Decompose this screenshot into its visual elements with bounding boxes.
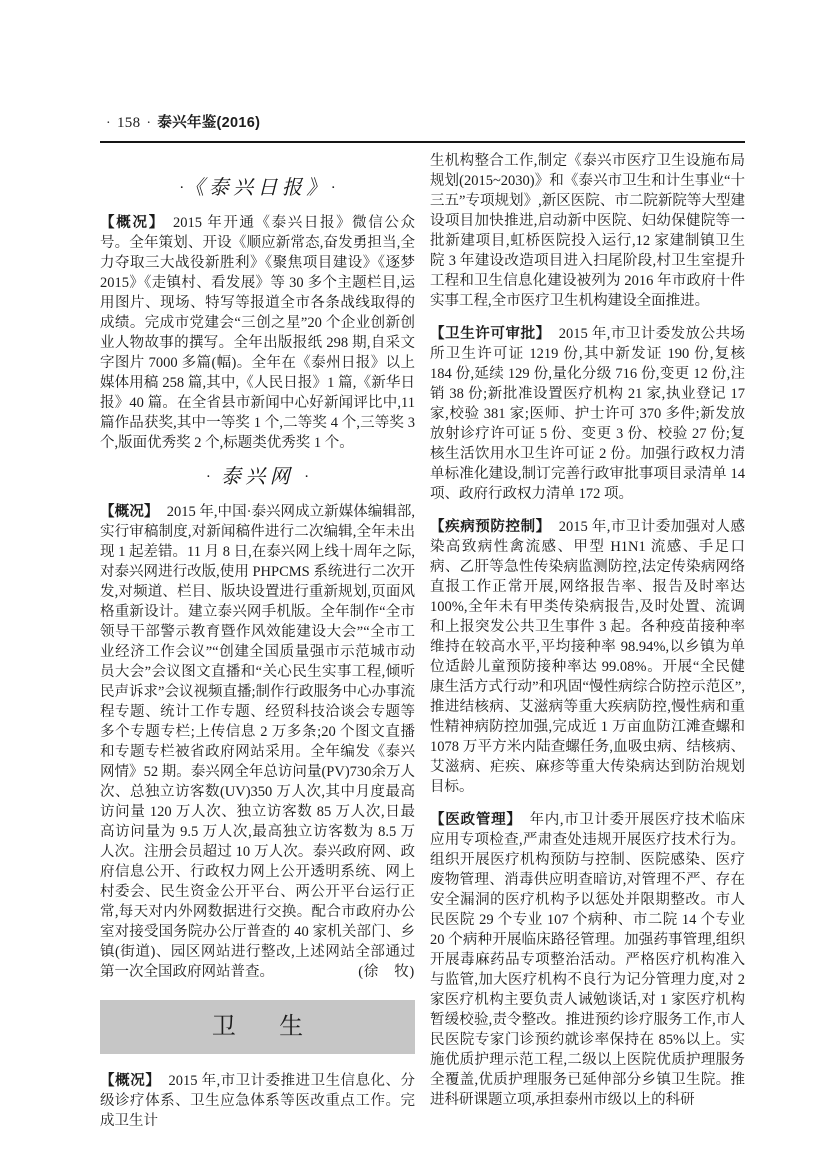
book-title: 泰兴年鉴(2016)	[157, 115, 261, 131]
paragraph-daily-overview	[100, 213, 415, 453]
page-number: 158	[116, 115, 141, 131]
entry-text: 生机构整合工作,制定《泰兴市医疗卫生设施布局规划(2015~2030)》和《泰兴市卫生和计生事业“十三五”专项规划》,新区医院、市二院新院等大型建设项目加快推进,启动新中医院、妇幼保健院等一批新建项目,虹桥医院投入运行,12 家建制镇卫生院 3 年建设改造项目进入扫尾阶段,村卫生室提升工程和卫生信息化建设被列为 2016 年市政府十件实事工程,全市医疗卫生机构建设全面推进。	[430, 153, 745, 309]
left-column	[100, 151, 415, 1131]
page-content	[100, 113, 745, 1131]
entry-label-overview: 【概况】	[100, 1073, 161, 1089]
two-column-layout	[100, 151, 745, 1131]
entry-text: 2015 年,市卫计委推进卫生信息化、分级诊疗体系、卫生应急体系等医改重点工作。完成卫生计	[100, 1073, 415, 1129]
continuation-paragraph	[430, 151, 745, 311]
paragraph-web-overview	[100, 502, 415, 982]
entry-text: 2015 年,中国·泰兴网成立新媒体编辑部,实行审稿制度,对新闻稿件进行二次编辑,全年未出现 1 起差错。11 月 8 日,在泰兴网上线十周年之际,对泰兴网进行改版,使用 PHPCMS 系统进行二次开发,对频道、栏目、版块设置进行重新规划,页面风格重新设计。建立泰兴网手机版。全年制作“全市领导干部警示教育暨作风效能建设大会”“全市工业经济工作会议”“创建全国质量强市示范城市动员大会”会议图文直播和“关心民生实事工程,倾听民声诉求”会议视频直播;制作行政服务中心办事流程专题、统计工作专题、经贸科技洽谈会专题等多个专题专栏;上传信息 2 万多条;20 个图文直播和专题专栏被省政府网站采用。全年编发《泰兴网情》52 期。泰兴网全年总访问量(PV)730余万人次、总独立访客数(UV)350 万人次,其中月度最高访问量 120 万人次、独立访客数 85 万人次,日最高访问量为 9.5 万人次,最高独立访客数为 8.5 万人次。注册会员超过 10 万人次。泰兴政府网、政府信息公开、行政权力网上公开透明系统、网上村委会、民生资金公开平台、两公开平台运行正常,每天对内外网数据进行交换。配合市政府办公室对接受国务院办公厅普查的 40 家机关部门、乡镇(街道)、园区网站进行整改,上述网站全部通过第一次全国政府网站普查。	[100, 504, 415, 980]
entry-medical-administration	[430, 810, 745, 1110]
entry-label-overview: 【概况】	[100, 215, 166, 231]
title-dot-left: ·	[179, 180, 185, 196]
entry-health-licensing	[430, 324, 745, 504]
article-title-text: 泰兴网	[220, 466, 295, 488]
header-dot-left: ·	[106, 116, 111, 131]
section-banner-health	[100, 1000, 415, 1054]
entry-text: 2015 年,市卫计委加强对人感染高致病性禽流感、甲型 H1N1 流感、手足口病、乙肝等急性传染病监测防控,法定传染病网络直报工作正常开展,网络报告率、报告及时率达 100%,全年未有甲类传染病报告,及时处置、流调和上报突发公共卫生事件 3 起。各种疫苗接种率维持在较高水平,平均接种率 98.94%,以乡镇为单位适龄儿童预防接种率达 99.08%。开展“全民健康生活方式行动”和巩固“慢性病综合防控示范区”,推进结核病、艾滋病等重大疾病防控,慢性病和重性精神病防控加强,完成近 1 万亩血防江滩查螺和 1078 万平方米内陆查螺任务,血吸虫病、结核病、艾滋病、疟疾、麻疹等重大传染病达到防治规划目标。	[430, 519, 745, 795]
paragraph-health-overview	[100, 1071, 415, 1131]
entry-label: 【卫生许可审批】	[430, 326, 551, 342]
entry-text: 年内,市卫计委开展医疗技术临床应用专项检查,严肃查处违规开展医疗技术行为。组织开展医疗机构预防与控制、医院感染、医疗废物管理、消毒供应明查暗访,对管理不严、存在安全漏洞的医疗机构予以惩处并限期整改。市人民医院 29 个专业 107 个病种、市二院 14 个专业 20 个病种开展临床路径管理。加强药事管理,组织开展毒麻药品专项整治活动。严格医疗机构准入与监管,加大医疗机构不良行为记分管理力度,对 2 家医疗机构主要负责人诫勉谈话,对 1 家医疗机构暂缓校验,责令整改。推进预约诊疗服务工作,市人民医院专家门诊预约就诊率保持在 85%以上。实施优质护理示范工程,二级以上医院优质护理服务全覆盖,优质护理服务已延伸部分乡镇卫生院。推进科研课题立项,承担泰州市级以上的科研	[430, 812, 746, 1108]
entry-text: 2015 年开通《泰兴日报》微信公众号。全年策划、开设《顺应新常态,奋发勇担当,全力夺取三大战役新胜利》《聚焦项目建设》《逐梦 2015》《走镇村、看发展》等 30 多个主题栏目,运用图片、现场、特写等报道全市各条战线取得的成绩。完成市党建会“三创之星”20 个企业创新创业人物故事的撰写。全年出版报纸 298 期,自采文字图片 7000 多篇(幅)。全年在《泰州日报》以上媒体用稿 258 篇,其中,《人民日报》1 篇,《新华日报》40 篇。在全省县市新闻中心好新闻评比中,11 篇作品获奖,其中一等奖 1 个,二等奖 4 个,三等奖 3 个,版面优秀奖 2 个,标题类优秀奖 1 个。	[100, 215, 415, 451]
article-title-text: 《泰兴日报》	[194, 177, 321, 199]
entry-disease-prevention	[430, 517, 745, 797]
article-title-taixing-web	[100, 466, 415, 488]
article-title-taixing-daily	[100, 177, 415, 199]
running-head	[100, 113, 745, 134]
section-banner-title: 卫生	[211, 1014, 347, 1040]
title-dot-left: ·	[205, 469, 211, 485]
entry-label-overview: 【概况】	[100, 504, 159, 520]
header-dot-right: ·	[146, 116, 152, 131]
entry-text: 2015 年,市卫计委发放公共场所卫生许可证 1219 份,其中新发证 190 份,复核 184 份,延续 129 份,量化分级 716 份,变更 12 份,注销 38 份;新批准设置医疗机构 21 家,执业登记 17 家,校验 381 家;医师、护士许可 370 多件;新发放放射诊疗许可证 5 份、变更 3 份、校验 27 份;复核生活饮用水卫生许可证 2 份。加强行政权力清单标准化建设,制订完善行政审批事项目录清单 14 项、政府行政权力清单 172 项。	[430, 326, 745, 502]
entry-label: 【疾病预防控制】	[430, 519, 551, 535]
title-dot-right: ·	[304, 469, 310, 485]
right-column	[430, 151, 745, 1131]
title-dot-right: ·	[330, 180, 336, 196]
entry-label: 【医政管理】	[430, 812, 522, 828]
header-rule-divider	[100, 141, 745, 143]
author-attribution: (徐 牧)	[358, 964, 415, 980]
